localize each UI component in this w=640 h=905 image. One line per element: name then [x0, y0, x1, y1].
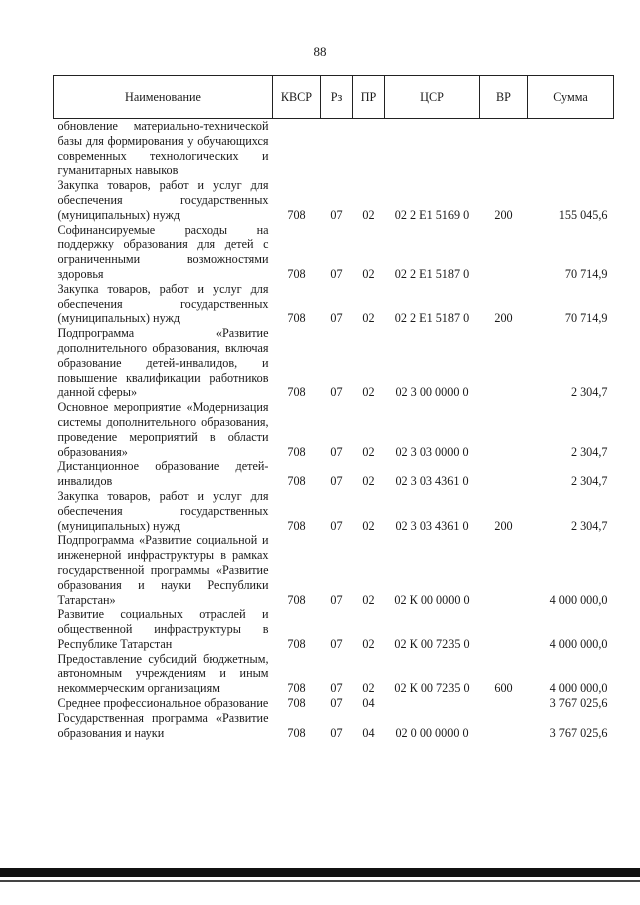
- cell-rz: 07: [330, 207, 343, 222]
- header-rz: Рз: [321, 76, 353, 119]
- cell-csr: 02 К 00 7235 0: [394, 681, 470, 696]
- bottom-border-bar: [0, 868, 640, 877]
- header-sum: Сумма: [528, 76, 614, 119]
- cell-pr: 02: [362, 311, 375, 326]
- table-row: [54, 282, 614, 326]
- cell-name: Государственная программа «Развитие образования и науки: [57, 710, 269, 740]
- cell-kvsr: 708: [287, 311, 306, 326]
- cell-rz: 07: [330, 266, 343, 281]
- cell-sum: [528, 119, 614, 179]
- cell-rz: 07: [330, 636, 343, 651]
- table-row: [54, 459, 614, 489]
- cell-sum: 2 304,7: [570, 444, 608, 459]
- cell-rz: 07: [330, 444, 343, 459]
- header-pr: ПР: [353, 76, 385, 119]
- cell-kvsr: 708: [287, 636, 306, 651]
- cell-kvsr: 708: [287, 444, 306, 459]
- budget-table: [53, 75, 614, 740]
- cell-vr: 200: [494, 518, 513, 533]
- cell-name: Дистанционное образование детей-инвалидов: [57, 459, 269, 489]
- cell-vr: [480, 326, 528, 400]
- cell-csr: 02 3 03 4361 0: [395, 518, 469, 533]
- cell-name: Подпрограмма «Развитие дополнительного образования, включая образование детей-инвалидов, и повышение квалификации работников данной сферы»: [57, 326, 269, 400]
- cell-vr: [480, 223, 528, 282]
- cell-csr: 02 К 00 7235 0: [394, 636, 470, 651]
- cell-vr: 200: [494, 311, 513, 326]
- cell-sum: 4 000 000,0: [549, 592, 608, 607]
- cell-pr: 04: [362, 725, 375, 740]
- header-name: Наименование: [54, 76, 273, 119]
- table-row: [54, 400, 614, 459]
- cell-sum: 3 767 025,6: [549, 725, 608, 740]
- cell-csr: 02 3 03 0000 0: [395, 444, 469, 459]
- cell-kvsr: 708: [287, 725, 306, 740]
- header-kvsr: КВСР: [273, 76, 321, 119]
- cell-rz: 07: [330, 385, 343, 400]
- cell-sum: 4 000 000,0: [549, 681, 608, 696]
- cell-vr: 200: [494, 207, 513, 222]
- cell-csr: 02 3 00 0000 0: [395, 385, 469, 400]
- cell-rz: 07: [330, 592, 343, 607]
- table-row: [54, 696, 614, 711]
- table-row: [54, 178, 614, 222]
- cell-pr: 02: [362, 474, 375, 489]
- cell-name: обновление материально-технической базы для формирования у обучающихся современных технологических и гуманитарных навыков: [57, 119, 269, 178]
- cell-rz: 07: [330, 474, 343, 489]
- cell-kvsr: 708: [287, 266, 306, 281]
- table-row: [54, 489, 614, 533]
- cell-sum: 4 000 000,0: [549, 636, 608, 651]
- cell-rz: 07: [330, 518, 343, 533]
- cell-pr: 02: [362, 592, 375, 607]
- cell-pr: 02: [362, 681, 375, 696]
- cell-vr: [480, 711, 528, 741]
- cell-csr: 02 3 03 4361 0: [395, 474, 469, 489]
- table-row: [54, 119, 614, 179]
- cell-sum: 155 045,6: [558, 207, 608, 222]
- cell-csr: 02 0 00 0000 0: [395, 725, 469, 740]
- page-number: 88: [313, 44, 327, 59]
- cell-kvsr: 708: [287, 207, 306, 222]
- cell-rz: [321, 119, 353, 179]
- cell-sum: 70 714,9: [564, 311, 608, 326]
- cell-pr: [353, 119, 385, 179]
- cell-name: Развитие социальных отраслей и общественной инфраструктуры в Республике Татарстан: [57, 607, 269, 651]
- cell-kvsr: 708: [287, 681, 306, 696]
- cell-name: Среднее профессиональное образование: [57, 696, 269, 711]
- cell-sum: 2 304,7: [570, 385, 608, 400]
- cell-name: Подпрограмма «Развитие социальной и инженерной инфраструктуры в рамках государственной программы «Развитие образования и науки Республики Татарстан»: [57, 533, 269, 607]
- table-row: [54, 652, 614, 696]
- table-body: [54, 119, 614, 741]
- cell-sum: 2 304,7: [570, 518, 608, 533]
- table-header: [54, 76, 614, 119]
- cell-sum: 3 767 025,6: [549, 696, 608, 711]
- cell-csr: [385, 119, 480, 179]
- table-row: [54, 326, 614, 400]
- cell-name: Закупка товаров, работ и услуг для обеспечения государственных (муниципальных) нужд: [57, 281, 269, 326]
- cell-vr: [480, 533, 528, 607]
- cell-vr: [480, 400, 528, 459]
- cell-pr: 02: [362, 444, 375, 459]
- cell-sum: 70 714,9: [564, 266, 608, 281]
- cell-rz: 07: [330, 696, 343, 711]
- cell-kvsr: 708: [287, 385, 306, 400]
- cell-csr: 02 2 Е1 5187 0: [394, 266, 470, 281]
- cell-vr: 600: [494, 681, 513, 696]
- cell-csr: 02 К 00 0000 0: [394, 592, 470, 607]
- cell-pr: 04: [362, 696, 375, 711]
- table-row: [54, 711, 614, 741]
- cell-pr: 02: [362, 636, 375, 651]
- cell-csr: 02 2 Е1 5187 0: [394, 311, 470, 326]
- cell-name: Закупка товаров, работ и услуг для обеспечения государственных (муниципальных) нужд: [57, 488, 269, 533]
- cell-name: Софинансируемые расходы на поддержку образования для детей с ограниченными возможностями здоровья: [57, 222, 269, 281]
- cell-pr: 02: [362, 207, 375, 222]
- cell-pr: 02: [362, 266, 375, 281]
- cell-name: Предоставление субсидий бюджетным, автономным учреждениям и иным некоммерческим организациям: [57, 651, 269, 696]
- cell-pr: 02: [362, 518, 375, 533]
- cell-kvsr: 708: [287, 592, 306, 607]
- cell-vr: [480, 696, 528, 711]
- table-row: [54, 607, 614, 651]
- cell-csr: [385, 696, 480, 711]
- header-vr: ВР: [480, 76, 528, 119]
- cell-rz: 07: [330, 311, 343, 326]
- table-row: [54, 533, 614, 607]
- cell-name: Основное мероприятие «Модернизация системы дополнительного образования, проведение мероприятий в области образования»: [57, 400, 269, 459]
- cell-kvsr: [273, 119, 321, 179]
- table-row: [54, 223, 614, 282]
- cell-kvsr: 708: [287, 474, 306, 489]
- cell-kvsr: 708: [287, 696, 306, 711]
- cell-vr: [480, 607, 528, 651]
- cell-name: Закупка товаров, работ и услуг для обеспечения государственных (муниципальных) нужд: [57, 178, 269, 222]
- cell-vr: [480, 459, 528, 489]
- cell-pr: 02: [362, 385, 375, 400]
- header-csr: ЦСР: [385, 76, 480, 119]
- cell-rz: 07: [330, 681, 343, 696]
- cell-rz: 07: [330, 725, 343, 740]
- bottom-border-line: [0, 880, 640, 882]
- cell-csr: 02 2 Е1 5169 0: [394, 207, 470, 222]
- cell-vr: [480, 119, 528, 179]
- cell-kvsr: 708: [287, 518, 306, 533]
- cell-sum: 2 304,7: [570, 474, 608, 489]
